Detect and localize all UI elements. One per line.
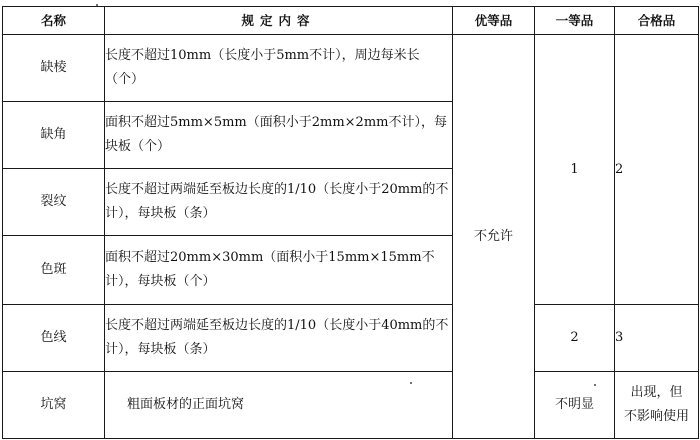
qualified-pit-line2: 不影响使用 xyxy=(623,409,689,424)
row-content: 长度不超过10mm（长度小于5mm不计），周边每米长（个） xyxy=(105,35,453,102)
row-name: 缺棱 xyxy=(3,35,105,102)
row-content: 长度不超过两端延至板边长度的1/10（长度小于20mm的不计），每块板（条） xyxy=(105,169,453,236)
row-content: 面积不超过20mm×30mm（面积小于15mm×15mm不计），每块板（个） xyxy=(105,236,453,305)
scan-speck xyxy=(96,4,98,6)
row-name: 缺角 xyxy=(3,102,105,169)
row-content: 面积不超过5mm×5mm（面积小于2mm×2mm不计），每块板（个） xyxy=(105,102,453,169)
header-row xyxy=(3,7,699,35)
row-name: 色斑 xyxy=(3,236,105,305)
scan-speck xyxy=(410,382,412,384)
table-row xyxy=(3,372,699,439)
row-content: 长度不超过两端延至板边长度的1/10（长度小于40mm的不计），每块板（条） xyxy=(105,305,453,372)
qualified-grade-group1: 2 xyxy=(615,35,699,305)
premium-merged-cell: 不允许 xyxy=(453,35,535,439)
row-name: 裂纹 xyxy=(3,169,105,236)
stone-defect-standard-table xyxy=(2,6,699,439)
header-content xyxy=(105,7,453,35)
table-row xyxy=(3,305,699,372)
first-grade-group1: 1 xyxy=(535,35,615,305)
qualified-grade-pit xyxy=(615,372,699,439)
row-name: 色线 xyxy=(3,305,105,372)
row-name: 坑窝 xyxy=(3,372,105,439)
header-first: 一等品 xyxy=(535,7,615,35)
table-row xyxy=(3,35,699,102)
header-qualified: 合格品 xyxy=(615,7,699,35)
first-grade-group2: 2 xyxy=(535,305,615,372)
header-premium: 优等品 xyxy=(453,7,535,35)
header-name: 名称 xyxy=(3,7,105,35)
qualified-grade-group2: 3 xyxy=(615,305,699,372)
scan-speck xyxy=(594,384,596,386)
row-content: 粗面板材的正面坑窝 xyxy=(105,372,453,439)
first-grade-pit: 不明显 xyxy=(535,372,615,439)
qualified-pit-line1: 出现，但 xyxy=(630,385,683,400)
header-content-text: 规定内容 xyxy=(241,12,316,28)
